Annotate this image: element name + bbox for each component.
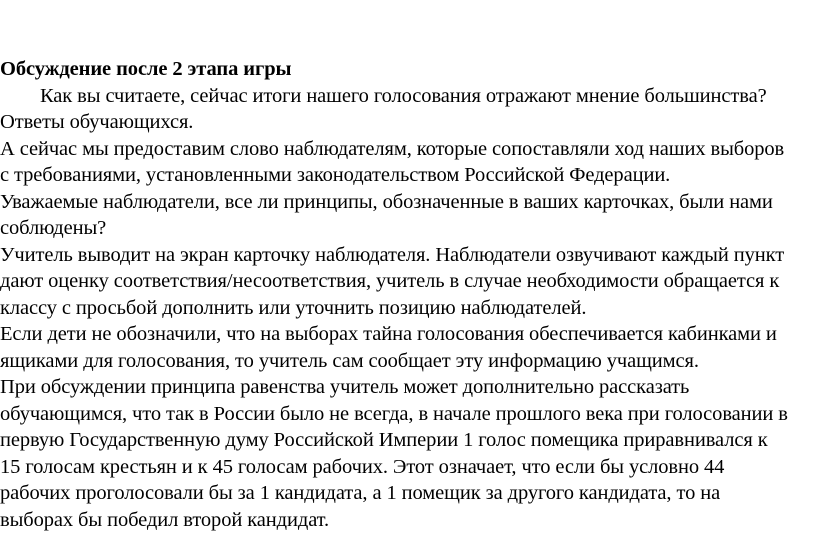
paragraph-line: с требованиями, установленными законодательством Российской Федерации. [0, 164, 671, 186]
paragraph-line: Если дети не обозначили, что на выборах тайна голосования обеспечивается кабинками и [0, 323, 777, 345]
paragraph-line: А сейчас мы предоставим слово наблюдателям, которые сопоставляли ход наших выборов [0, 137, 785, 160]
document-page [0, 56, 816, 533]
paragraph-line: классу с просьбой дополнить или уточнить позицию наблюдателей. [0, 296, 587, 319]
paragraph-line: Уважаемые наблюдатели, все ли принципы, обозначенные в ваших карточках, были нами [0, 190, 773, 213]
document-heading: Обсуждение после 2 этапа игры [0, 58, 292, 80]
paragraph-line: Учитель выводит на экран карточку наблюдателя. Наблюдатели озвучивают каждый пункт [0, 243, 785, 266]
paragraph-line: дают оценку соответствия/несоответствия, учитель в случае необходимости обращается к [0, 270, 780, 292]
paragraph-line: обучающимся, что так в России было не всегда, в начале прошлого века при голосовании в [0, 402, 788, 425]
paragraph-line: ящиками для голосования, то учитель сам сообщает эту информацию учащимся. [0, 349, 699, 372]
paragraph-line: рабочих проголосовали бы за 1 кандидата, а 1 помещик за другого кандидата, то на [0, 482, 721, 504]
paragraph-line: Как вы считаете, сейчас итоги нашего голосования отражают мнение большинства? [40, 84, 767, 107]
paragraph-line: Ответы обучающихся. [0, 111, 194, 133]
paragraph-line: При обсуждении принципа равенства учитель может дополнительно рассказать [0, 376, 690, 398]
paragraph-line: выборах бы победил второй кандидат. [0, 508, 330, 531]
paragraph-line: первую Государственную думу Российской Империи 1 голос помещика приравнивался к [0, 429, 768, 451]
paragraph-line: 15 голосам крестьян и к 45 голосам рабочих. Этот означает, что если бы условно 44 [0, 455, 725, 478]
paragraph-line: соблюдены? [0, 217, 107, 239]
